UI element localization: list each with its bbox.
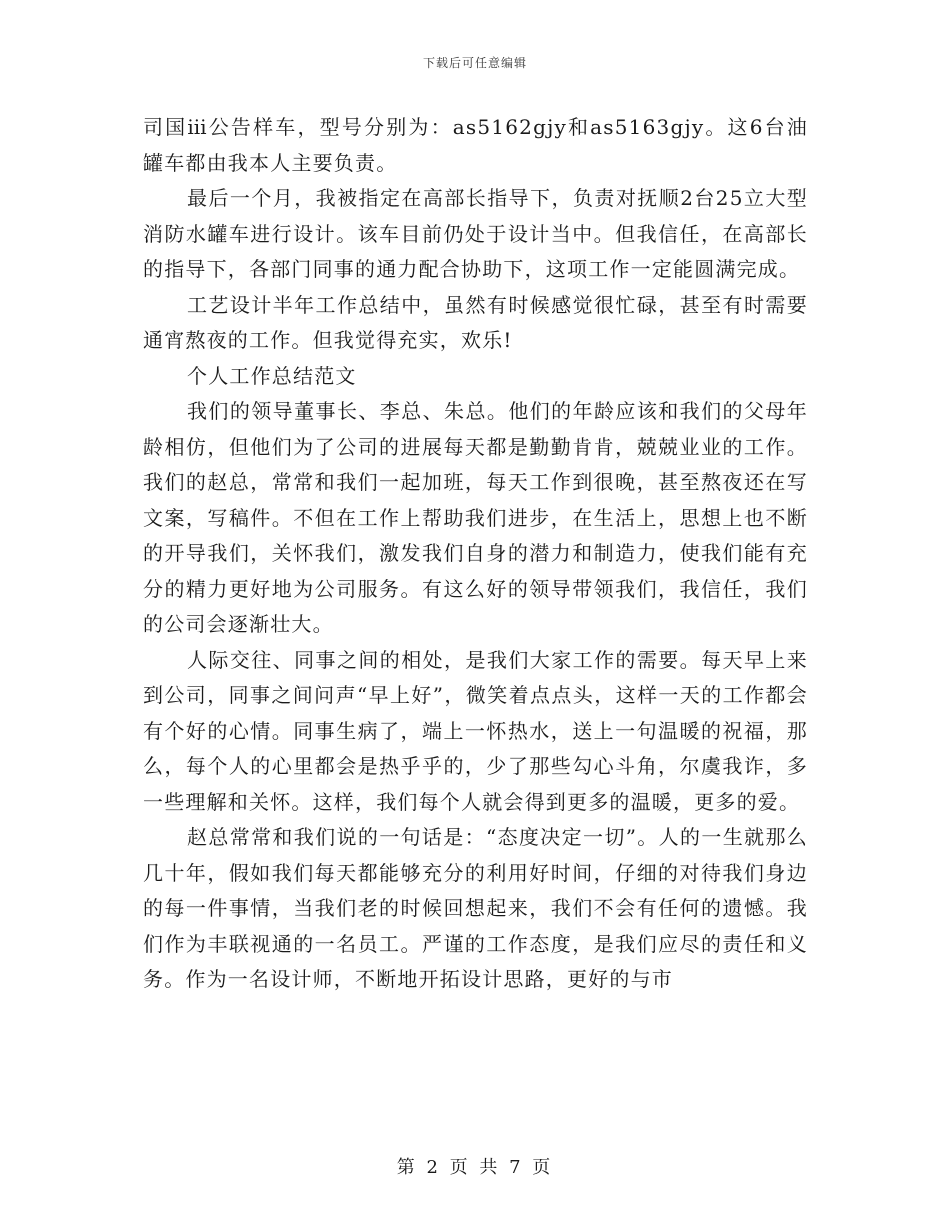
paragraph: 工艺设计半年工作总结中，虽然有时候感觉很忙碌，甚至有时需要通宵熬夜的工作。但我觉得充实，欢乐! [143, 292, 808, 352]
paragraph: 赵总常常和我们说的一句话是：“态度决定一切”。人的一生就那么几十年，假如我们每天都能够充分的利用好时间，仔细的对待我们身边的每一件事情，当我们老的时候回想起来，我们不会有任何的遗憾。我们作为丰联视通的一名员工。严谨的工作态度，是我们应尽的责任和义务。作为一名设计师，不断地开拓设计思路，更好的与市 [143, 825, 808, 991]
paragraph: 我们的领导董事长、李总、朱总。他们的年龄应该和我们的父母年龄相仿，但他们为了公司的进展每天都是勤勤肯肯，兢兢业业的工作。我们的赵总，常常和我们一起加班，每天工作到很晚，甚至熬夜还在写文案，写稿件。不但在工作上帮助我们进步，在生活上，思想上也不断的开导我们，关怀我们，激发我们自身的潜力和制造力，使我们能有充分的精力更好地为公司服务。有这么好的领导带领我们，我信任，我们的公司会逐渐壮大。 [143, 399, 808, 636]
page-number: 第 2 页 共 7 页 [396, 1157, 554, 1178]
paragraph-continuation: 司国ⅲ公告样车，型号分别为：as5162gjy和as5163gjy。这6台油罐车都由我本人主要负责。 [143, 115, 808, 175]
header-note: 下载后可任意编辑 [422, 56, 527, 70]
document-body [143, 110, 808, 998]
paragraph: 人际交往、同事之间的相处，是我们大家工作的需要。每天早上来到公司，同事之间问声“早上好”，微笑着点点头，这样一天的工作都会有个好的心情。同事生病了，端上一怀热水，送上一句温暖的祝福，那么，每个人的心里都会是热乎乎的，少了那些勾心斗角，尔虞我诈，多一些理解和关怀。这样，我们每个人就会得到更多的温暖，更多的爱。 [143, 647, 808, 814]
section-heading: 个人工作总结范文 [187, 363, 357, 388]
paragraph: 最后一个月，我被指定在高部长指导下，负责对抚顺2台25立大型消防水罐车进行设计。该车目前仍处于设计当中。但我信任，在高部长的指导下，各部门同事的通力配合协助下，这项工作一定能圆满完成。 [143, 186, 808, 281]
